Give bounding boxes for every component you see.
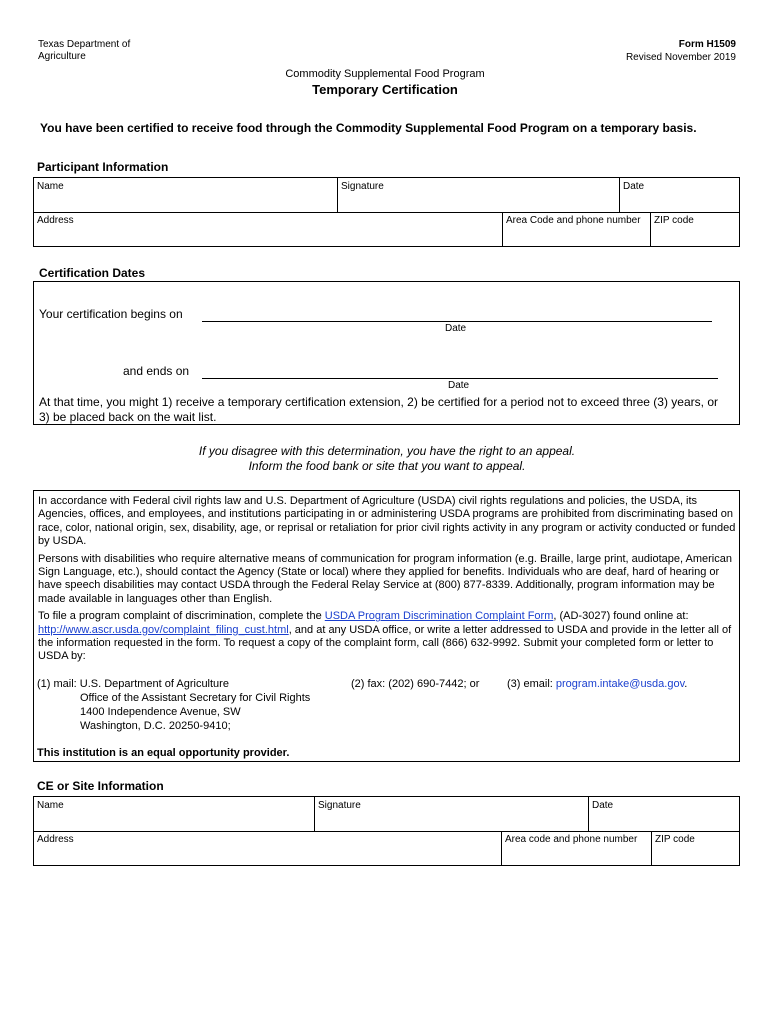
mail-address-line: 1400 Independence Avenue, SW [80,706,241,718]
ends-label: and ends on [123,364,190,378]
participant-heading: Participant Information [37,160,169,174]
signature-field[interactable]: Signature [341,181,384,192]
col-divider [619,178,620,212]
complaint-text: To file a program complaint of discrimination, complete the [38,610,325,623]
email-suffix: . [684,678,688,690]
date-field[interactable]: Date [623,181,645,192]
complaint-url-link[interactable]: http://www.ascr.usda.gov/complaint_filing_cust.html [38,623,289,636]
complaint-form-link[interactable]: USDA Program Discrimination Complaint Form [324,610,554,623]
name-field[interactable]: Name [37,181,64,192]
appeal-line2: Inform the food bank or site that you want to appeal. [248,459,526,473]
civil-rights-paragraph-2: Persons with disabilities who require alternative means of communication for program information (e.g. Braille, large print, audiotape, American Sign Language, etc.), should contact the Agency (State or local) where they applied for benefits. Individuals who are deaf, hard of hearing or have speech disabilities may contact USDA through the Federal Relay Service at (800) 877-8339. Additionally, program information may be made available in languages other than English. [38,552,732,605]
col-divider [337,178,338,212]
phone-field[interactable]: Area Code and phone number [506,215,641,226]
ce-address-field[interactable]: Address [37,834,74,845]
mail-option: (1) mail: U.S. Department of Agriculture [37,678,229,690]
email-link[interactable]: program.intake@usda.gov [555,678,685,690]
row-divider [34,831,739,832]
col-divider [651,831,652,865]
ce-name-field[interactable]: Name [37,800,64,811]
ce-site-table [33,796,740,866]
intro-statement: You have been certified to receive food through the Commodity Supplemental Food Program on a temporary basis. [40,121,697,135]
col-divider [502,212,503,246]
ends-date-caption: Date [448,380,470,391]
agency-name-line2: Agriculture [38,51,86,62]
complaint-paragraph [38,610,736,664]
zip-field[interactable]: ZIP code [654,215,694,226]
certification-heading: Certification Dates [39,266,146,280]
mail-address-line: Washington, D.C. 20250-9410; [80,720,231,732]
begins-date-line[interactable] [202,321,712,322]
mail-address-line: Office of the Assistant Secretary for Civil Rights [80,692,311,704]
certification-box [33,281,740,425]
certification-note: At that time, you might 1) receive a temporary certification extension, 2) be certified for a period not to exceed three (3) years, or 3) be placed back on the wait list. [39,395,718,424]
ends-date-line[interactable] [202,378,718,379]
ce-phone-field[interactable]: Area code and phone number [505,834,638,845]
ce-site-heading: CE or Site Information [37,779,164,793]
email-prefix: (3) email: [507,678,556,690]
ce-signature-field[interactable]: Signature [318,800,361,811]
ce-zip-field[interactable]: ZIP code [655,834,695,845]
begins-label: Your certification begins on [39,307,183,321]
row-divider [34,212,739,213]
col-divider [501,831,502,865]
program-name: Commodity Supplemental Food Program [285,68,485,80]
ce-date-field[interactable]: Date [592,800,614,811]
civil-rights-paragraph-1: In accordance with Federal civil rights law and U.S. Department of Agriculture (USDA) civil rights regulations and policies, the USDA, its Agencies, offices, and employees, and institutions participating in or administering USDA programs are prohibited from discriminating based on race, color, national origin, sex, disability, age, or reprisal or retaliation for prior civil rights activity in any program or activity conducted or funded by USDA. [38,495,736,548]
civil-rights-statement [33,490,740,762]
begins-date-caption: Date [445,323,467,334]
col-divider [650,212,651,246]
revised-date: Revised November 2019 [625,52,736,63]
equal-opportunity-statement: This institution is an equal opportunity provider. [37,747,290,759]
complaint-text: , and at any USDA office, or write a letter addressed to USDA and provide in the letter all of the information requested in the form. To request a copy of the complaint form, call (866) 632-9992. Submit your completed form or letter to USDA by: [38,623,732,663]
participant-table [33,177,740,247]
col-divider [314,797,315,831]
email-option [507,678,687,690]
complaint-text: , (AD-3027) found online at: [553,610,689,623]
page-title: Temporary Certification [312,82,458,97]
appeal-line1: If you disagree with this determination, you have the right to an appeal. [198,444,576,458]
form-number: Form H1509 [678,39,736,50]
address-field[interactable]: Address [37,215,74,226]
agency-name-line1: Texas Department of [38,39,131,50]
fax-option: (2) fax: (202) 690-7442; or [351,678,480,690]
col-divider [588,797,589,831]
